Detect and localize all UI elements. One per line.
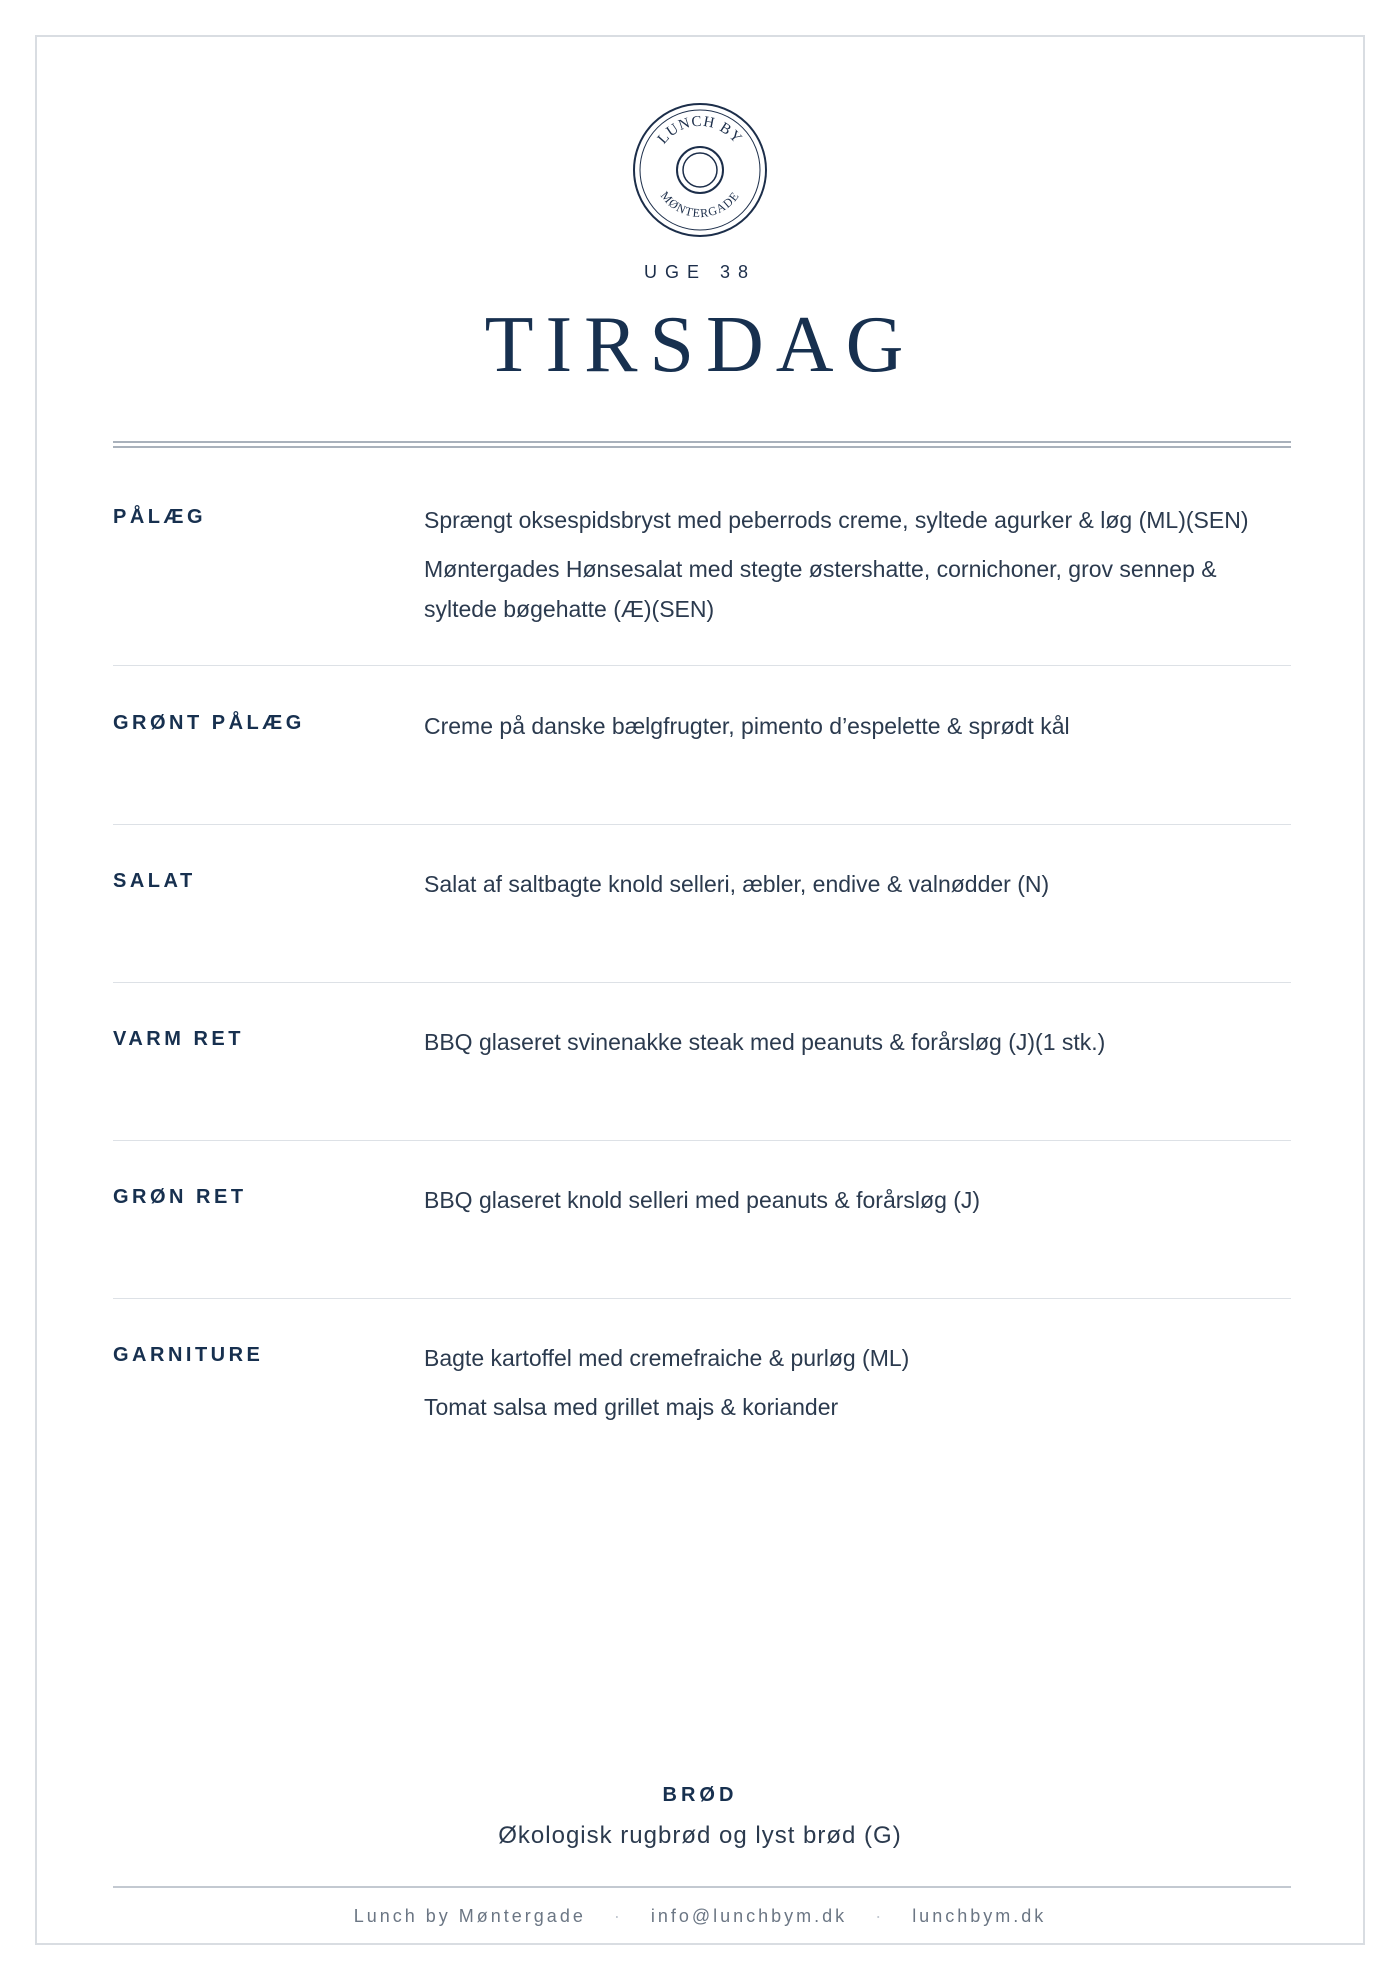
footer-separator: · [613, 1906, 623, 1926]
section-label: VARM RET [113, 1028, 244, 1050]
logo-top-text: LUNCH BY [654, 113, 746, 148]
bread-description: Økologisk rugbrød og lyst brød (G) [498, 1822, 902, 1849]
section-items [424, 1338, 1291, 1436]
week-number: UGE 38 [643, 262, 757, 282]
bread-title: BRØD [662, 1784, 738, 1806]
footer-website-link[interactable]: lunchbym.dk [912, 1906, 1047, 1926]
section-label: GARNITURE [113, 1344, 264, 1366]
section-divider [113, 824, 1291, 825]
section-label: SALAT [113, 870, 196, 892]
section-items [424, 706, 1291, 755]
lunch-by-montergade-logo [631, 101, 769, 239]
menu-item: Bagte kartoffel med cremefraiche & purløg (ML) [424, 1345, 910, 1371]
section-items [424, 1022, 1291, 1071]
menu-item: Sprængt oksespidsbryst med peberrods creme, syltede agurker & løg (ML)(SEN) [424, 507, 1249, 533]
footer-separator: · [875, 1906, 885, 1926]
footer-divider [113, 1886, 1291, 1888]
menu-item: Salat af saltbagte knold selleri, æbler, endive & valnødder (N) [424, 871, 1050, 897]
menu-item: Creme på danske bælgfrugter, pimento d’espelette & sprødt kål [424, 713, 1070, 739]
section-items [424, 864, 1291, 913]
section-divider [113, 665, 1291, 666]
menu-item: Møntergades Hønsesalat med stegte østershatte, cornichoner, grov sennep & syltede bøgehatte (Æ)(SEN) [424, 556, 1217, 622]
day-title: TIRSDAG [484, 301, 916, 389]
footer [0, 1906, 1400, 1927]
section-label: GRØNT PÅLÆG [113, 712, 305, 734]
logo-bottom-text: MØNTERGADE [657, 188, 743, 221]
section-label: PÅLÆG [113, 506, 207, 528]
section-divider [113, 982, 1291, 983]
menu-item: Tomat salsa med grillet majs & koriander [424, 1394, 839, 1420]
menu-item: BBQ glaseret knold selleri med peanuts & forårsløg (J) [424, 1187, 981, 1213]
footer-company-name: Lunch by Møntergade [353, 1906, 586, 1926]
section-items [424, 500, 1291, 638]
section-divider [113, 1298, 1291, 1299]
header-divider [113, 441, 1291, 448]
menu-item: BBQ glaseret svinenakke steak med peanuts & forårsløg (J)(1 stk.) [424, 1029, 1106, 1055]
section-divider [113, 1140, 1291, 1141]
section-label: GRØN RET [113, 1186, 247, 1208]
footer-email-link[interactable]: info@lunchbym.dk [650, 1906, 848, 1926]
section-items [424, 1180, 1291, 1229]
